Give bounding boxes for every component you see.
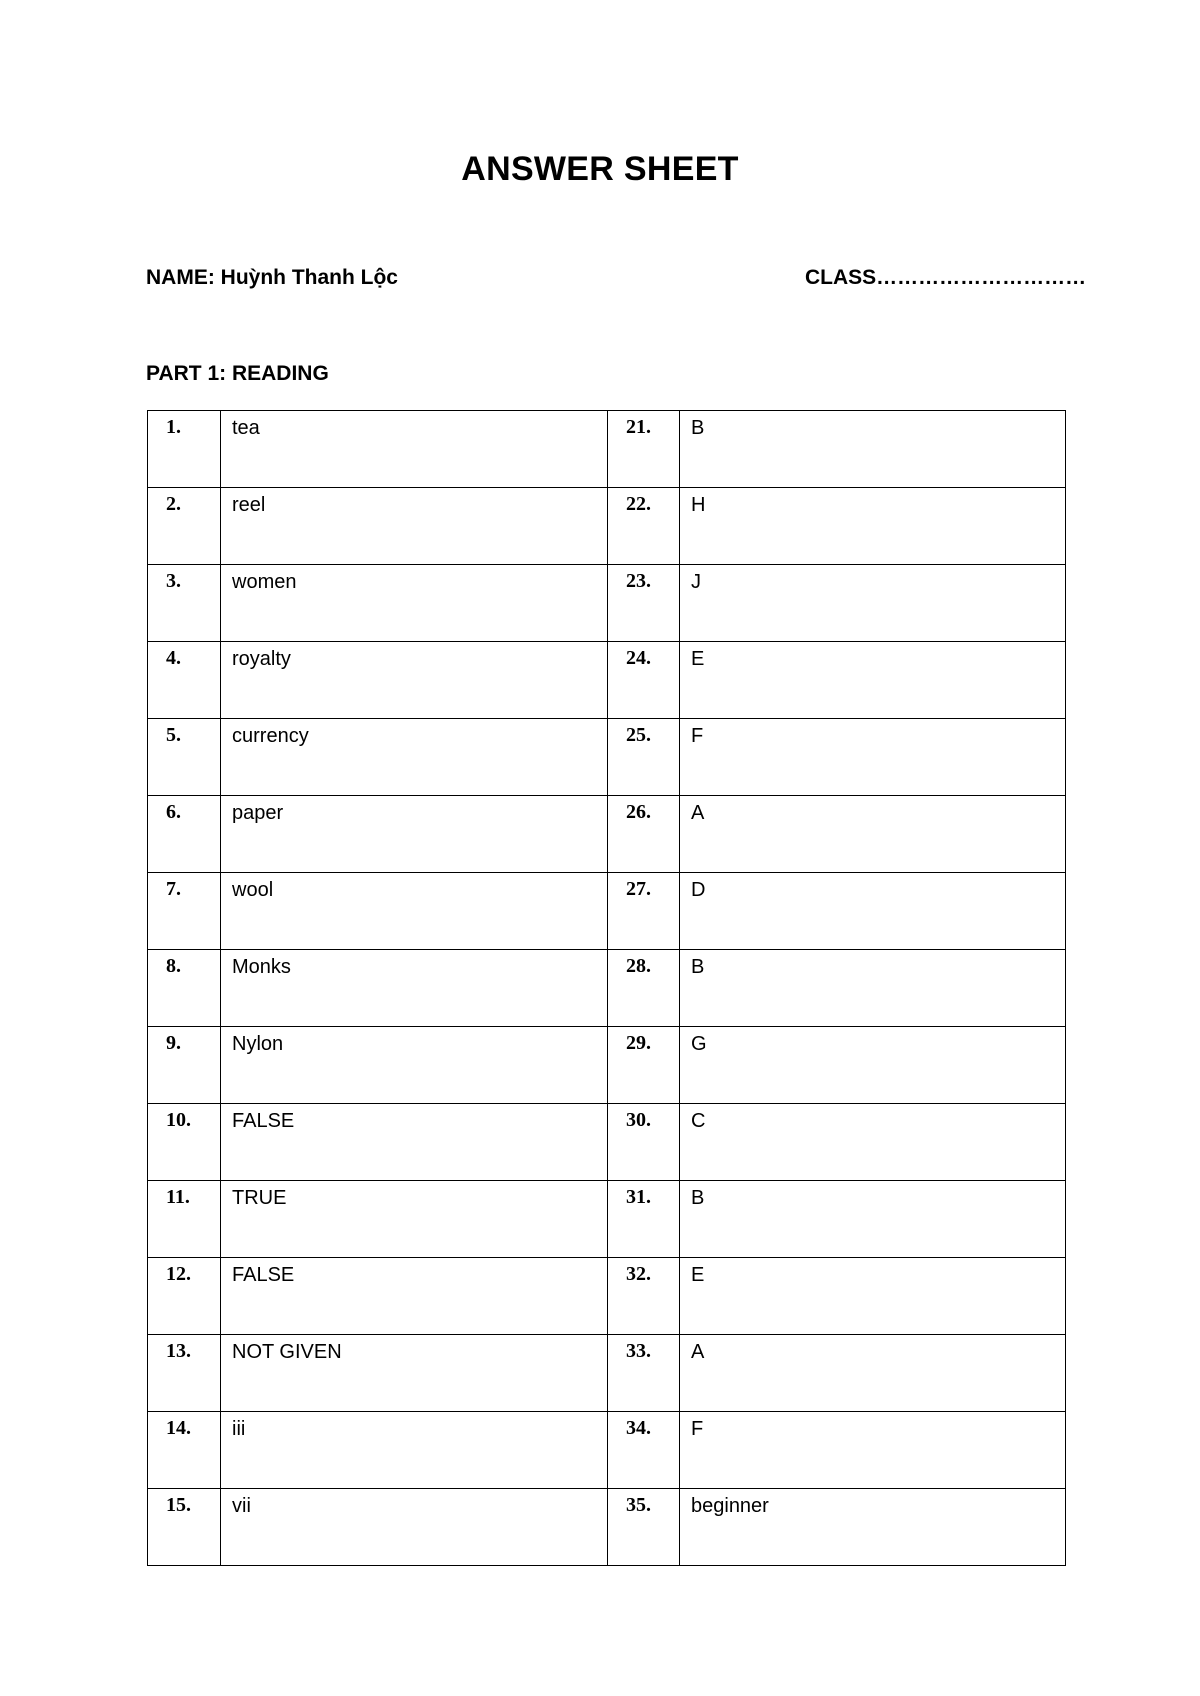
- table-row: [148, 1181, 1066, 1258]
- student-class: CLASS…………………………: [805, 266, 1087, 289]
- question-number: 8.: [148, 950, 221, 1027]
- answer-cell: wool: [221, 873, 608, 950]
- answer-cell: currency: [221, 719, 608, 796]
- answer-cell: B: [680, 411, 1066, 488]
- table-row: [148, 1027, 1066, 1104]
- answer-cell: J: [680, 565, 1066, 642]
- question-number: 6.: [148, 796, 221, 873]
- answer-cell: A: [680, 1335, 1066, 1412]
- question-number: 33.: [608, 1335, 680, 1412]
- table-row: [148, 719, 1066, 796]
- table-row: [148, 796, 1066, 873]
- question-number: 26.: [608, 796, 680, 873]
- answer-cell: TRUE: [221, 1181, 608, 1258]
- question-number: 13.: [148, 1335, 221, 1412]
- answer-cell: vii: [221, 1489, 608, 1566]
- question-number: 35.: [608, 1489, 680, 1566]
- answer-cell: women: [221, 565, 608, 642]
- table-row: [148, 565, 1066, 642]
- question-number: 10.: [148, 1104, 221, 1181]
- answer-cell: A: [680, 796, 1066, 873]
- table-row: [148, 873, 1066, 950]
- question-number: 7.: [148, 873, 221, 950]
- question-number: 12.: [148, 1258, 221, 1335]
- page-title: ANSWER SHEET: [461, 150, 739, 188]
- student-name: NAME: Huỳnh Thanh Lộc: [146, 266, 398, 289]
- answer-cell: F: [680, 1412, 1066, 1489]
- answer-cell: E: [680, 642, 1066, 719]
- question-number: 23.: [608, 565, 680, 642]
- question-number: 21.: [608, 411, 680, 488]
- table-row: [148, 950, 1066, 1027]
- table-row: [148, 1412, 1066, 1489]
- question-number: 27.: [608, 873, 680, 950]
- answer-table: [147, 410, 1066, 1566]
- answer-cell: E: [680, 1258, 1066, 1335]
- table-row: [148, 411, 1066, 488]
- answer-cell: B: [680, 1181, 1066, 1258]
- table-row: [148, 488, 1066, 565]
- answer-cell: iii: [221, 1412, 608, 1489]
- question-number: 31.: [608, 1181, 680, 1258]
- answer-cell: beginner: [680, 1489, 1066, 1566]
- answer-table-body: [148, 411, 1066, 1566]
- question-number: 22.: [608, 488, 680, 565]
- question-number: 9.: [148, 1027, 221, 1104]
- question-number: 3.: [148, 565, 221, 642]
- question-number: 5.: [148, 719, 221, 796]
- answer-cell: tea: [221, 411, 608, 488]
- answer-cell: Monks: [221, 950, 608, 1027]
- question-number: 34.: [608, 1412, 680, 1489]
- question-number: 14.: [148, 1412, 221, 1489]
- question-number: 28.: [608, 950, 680, 1027]
- question-number: 4.: [148, 642, 221, 719]
- answer-cell: C: [680, 1104, 1066, 1181]
- question-number: 32.: [608, 1258, 680, 1335]
- table-row: [148, 1104, 1066, 1181]
- table-row: [148, 1335, 1066, 1412]
- table-row: [148, 1258, 1066, 1335]
- answer-cell: FALSE: [221, 1258, 608, 1335]
- question-number: 29.: [608, 1027, 680, 1104]
- answer-cell: D: [680, 873, 1066, 950]
- question-number: 11.: [148, 1181, 221, 1258]
- table-row: [148, 642, 1066, 719]
- answer-cell: NOT GIVEN: [221, 1335, 608, 1412]
- section-heading: PART 1: READING: [146, 362, 329, 385]
- answer-cell: FALSE: [221, 1104, 608, 1181]
- answer-cell: G: [680, 1027, 1066, 1104]
- answer-cell: Nylon: [221, 1027, 608, 1104]
- answer-cell: royalty: [221, 642, 608, 719]
- table-row: [148, 1489, 1066, 1566]
- answer-cell: paper: [221, 796, 608, 873]
- question-number: 30.: [608, 1104, 680, 1181]
- question-number: 1.: [148, 411, 221, 488]
- question-number: 15.: [148, 1489, 221, 1566]
- question-number: 24.: [608, 642, 680, 719]
- answer-cell: B: [680, 950, 1066, 1027]
- question-number: 25.: [608, 719, 680, 796]
- answer-cell: reel: [221, 488, 608, 565]
- question-number: 2.: [148, 488, 221, 565]
- answer-cell: F: [680, 719, 1066, 796]
- answer-cell: H: [680, 488, 1066, 565]
